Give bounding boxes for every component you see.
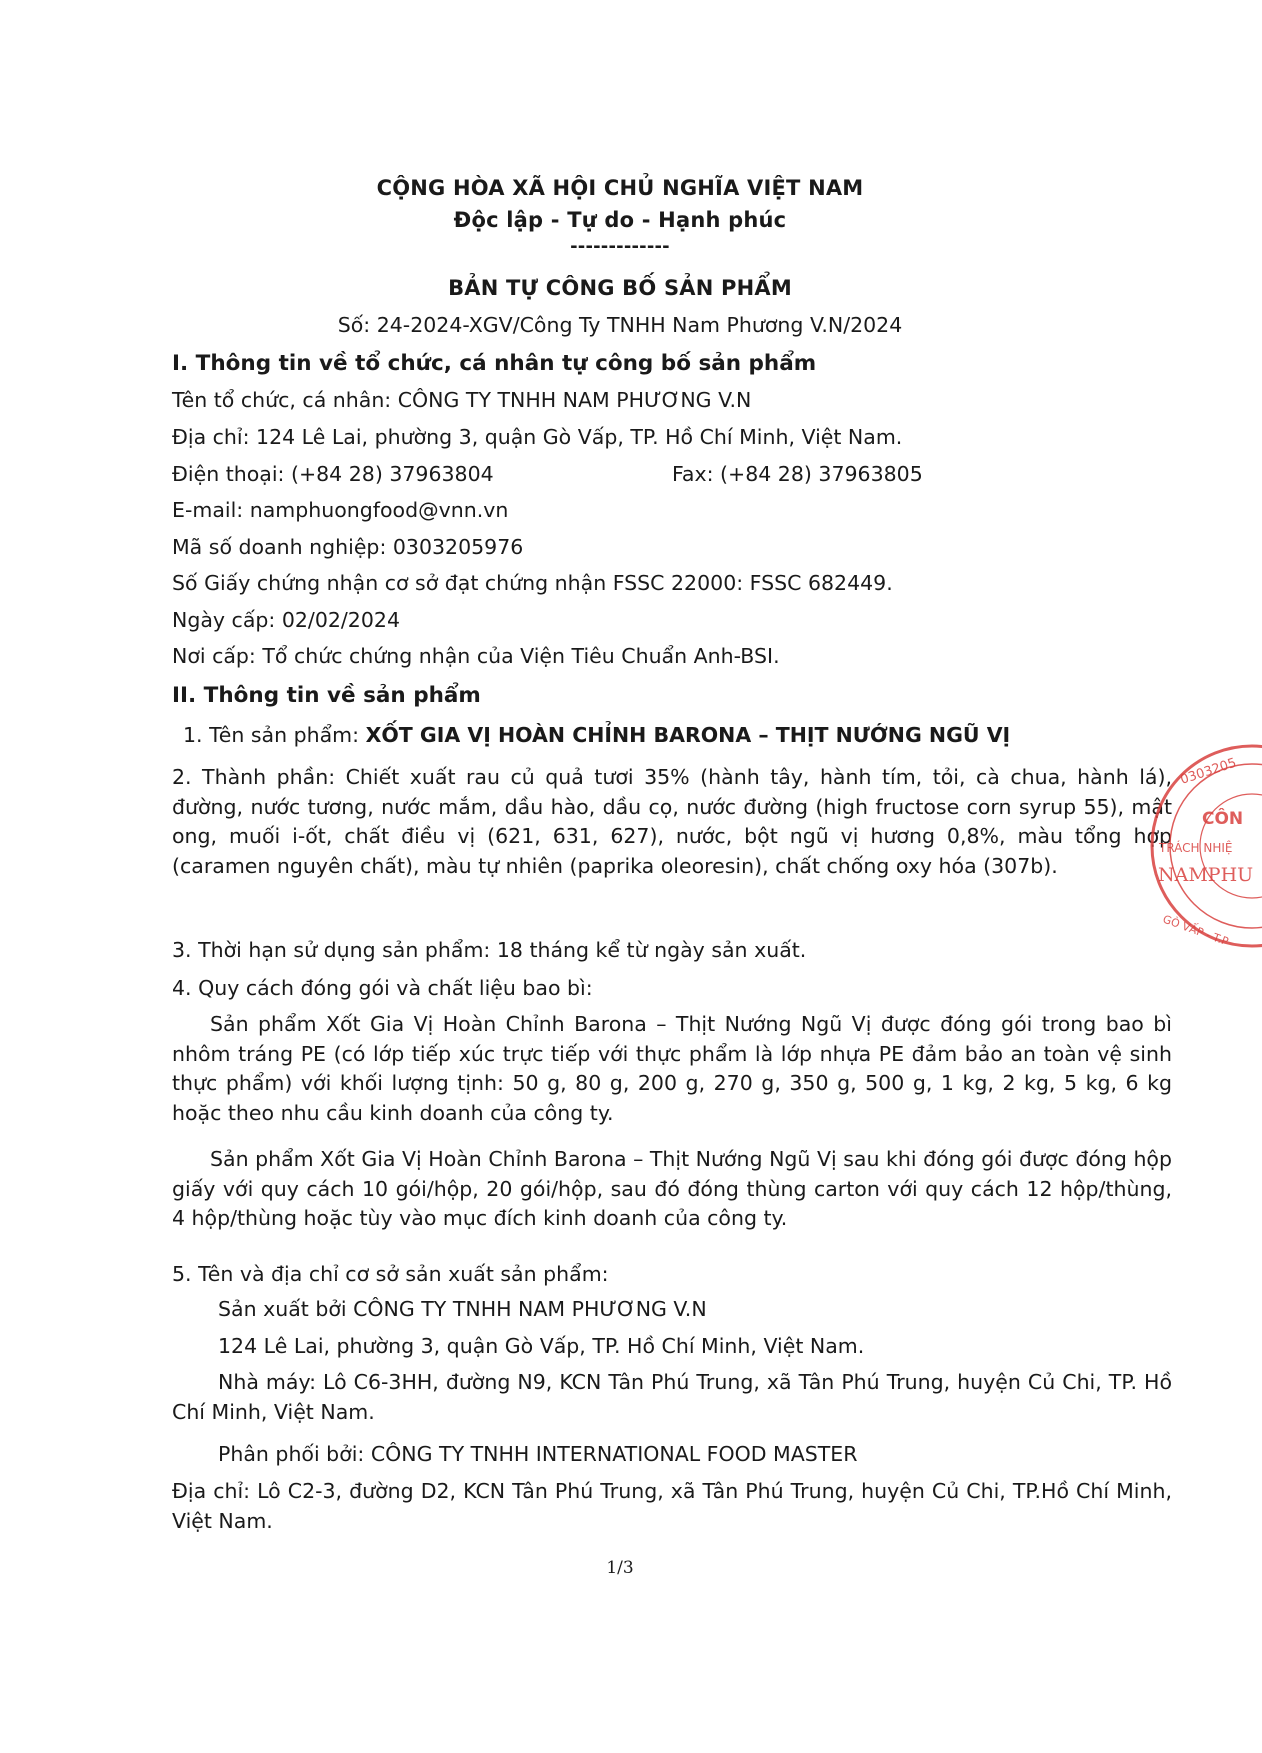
org-email: E-mail: namphuongfood@vnn.vn [172,498,509,522]
seal-govap-text: GÒ VẤP - T.P [1160,912,1231,949]
product-name-label: 1. Tên sản phẩm: [183,723,366,747]
packaging-heading: 4. Quy cách đóng gói và chất liệu bao bì: [172,976,593,1000]
page-number: 1/3 [606,1558,634,1578]
cert-issuer: Nơi cấp: Tổ chức chứng nhận của Viện Tiêu Chuẩn Anh-BSI. [172,644,780,668]
org-fax: Fax: (+84 28) 37963805 [672,462,923,486]
org-tax-code: Mã số doanh nghiệp: 0303205976 [172,535,524,559]
product-name: XỐT GIA VỊ HOÀN CHỈNH BARONA – THỊT NƯỚNG NGŨ VỊ [365,723,1011,747]
nation-header: CỘNG HÒA XÃ HỘI CHỦ NGHĨA VIỆT NAM [376,176,864,200]
seal-company-text: CÔN [1202,809,1244,829]
ingredients: 2. Thành phần: Chiết xuất rau củ quả tươi 35% (hành tây, hành tím, tỏi, cà chua, hành lá), đường, nước tương, nước mắm, dầu hào, dầu cọ, nước đường (high fructose corn syrup 55), mật ong, muối i-ốt, chất điều vị (621, 631, 627), nước, bột ngũ vị hương 0,8%, màu tổng hợp (caramen nguyên chất), màu tự nhiên (paprika oleoresin), chất chống oxy hóa (307b). [172,765,1172,878]
packaging-paragraph-1: Sản phẩm Xốt Gia Vị Hoàn Chỉnh Barona – Thịt Nướng Ngũ Vị được đóng gói trong bao bì nhôm tráng PE (có lớp tiếp xúc trực tiếp với thực phẩm là lớp nhựa PE đảm bảo an toàn vệ sinh thực phẩm) với khối lượng tịnh: 50 g, 80 g, 200 g, 270 g, 350 g, 500 g, 1 kg, 2 kg, 5 kg, 6 kg hoặc theo nhu cầu kinh doanh của công ty. [172,1012,1172,1125]
org-address: Địa chỉ: 124 Lê Lai, phường 3, quận Gò Vấp, TP. Hồ Chí Minh, Việt Nam. [172,425,903,449]
motto: Độc lập - Tự do - Hạnh phúc [453,208,787,232]
document-title: BẢN TỰ CÔNG BỐ SẢN PHẨM [448,276,792,300]
cert-issue-date: Ngày cấp: 02/02/2024 [172,608,400,632]
product-name-line [183,721,1010,749]
document-number: Số: 24-2024-XGV/Công Ty TNHH Nam Phương V.N/2024 [337,313,903,337]
packaging-paragraph-2: Sản phẩm Xốt Gia Vị Hoàn Chỉnh Barona – Thịt Nướng Ngũ Vị sau khi đóng gói được đóng hộp giấy với quy cách 10 gói/hộp, 20 gói/hộp, sau đó đóng thùng carton với quy cách 12 hộp/thùng, 4 hộp/thùng hoặc tùy vào mục đích kinh doanh của công ty. [172,1147,1172,1230]
cert-number: Số Giấy chứng nhận cơ sở đạt chứng nhận FSSC 22000: FSSC 682449. [172,571,893,595]
org-phone: Điện thoại: (+84 28) 37963804 [172,462,494,486]
distributor-name: Phân phối bởi: CÔNG TY TNHH INTERNATIONAL FOOD MASTER [218,1442,858,1466]
org-name: Tên tổ chức, cá nhân: CÔNG TY TNHH NAM PHƯƠNG V.N [172,388,752,412]
producer-address: 124 Lê Lai, phường 3, quận Gò Vấp, TP. Hồ Chí Minh, Việt Nam. [218,1334,865,1358]
producer-heading: 5. Tên và địa chỉ cơ sở sản xuất sản phẩm: [172,1262,609,1286]
header-divider: ------------- [570,236,670,257]
seal-name-text: NAMPHU [1158,864,1254,886]
shelf-life: 3. Thời hạn sử dụng sản phẩm: 18 tháng kể từ ngày sản xuất. [172,938,807,962]
seal-number-text: 0303205 [1178,755,1239,788]
factory-address: Nhà máy: Lô C6-3HH, đường N9, KCN Tân Phú Trung, xã Tân Phú Trung, huyện Củ Chi, TP. Hồ Chí Minh, Việt Nam. [172,1370,1172,1424]
distributor-address: Địa chỉ: Lô C2-3, đường D2, KCN Tân Phú Trung, xã Tân Phú Trung, huyện Củ Chi, TP.Hồ Chí Minh, Việt Nam. [172,1479,1172,1533]
section2-heading: II. Thông tin về sản phẩm [172,683,481,708]
seal-trach-text: TRÁCH NHIỆ [1159,841,1233,855]
section1-heading: I. Thông tin về tổ chức, cá nhân tự công bố sản phẩm [172,351,817,376]
producer-name: Sản xuất bởi CÔNG TY TNHH NAM PHƯƠNG V.N [218,1297,707,1321]
company-seal [1122,736,1262,956]
